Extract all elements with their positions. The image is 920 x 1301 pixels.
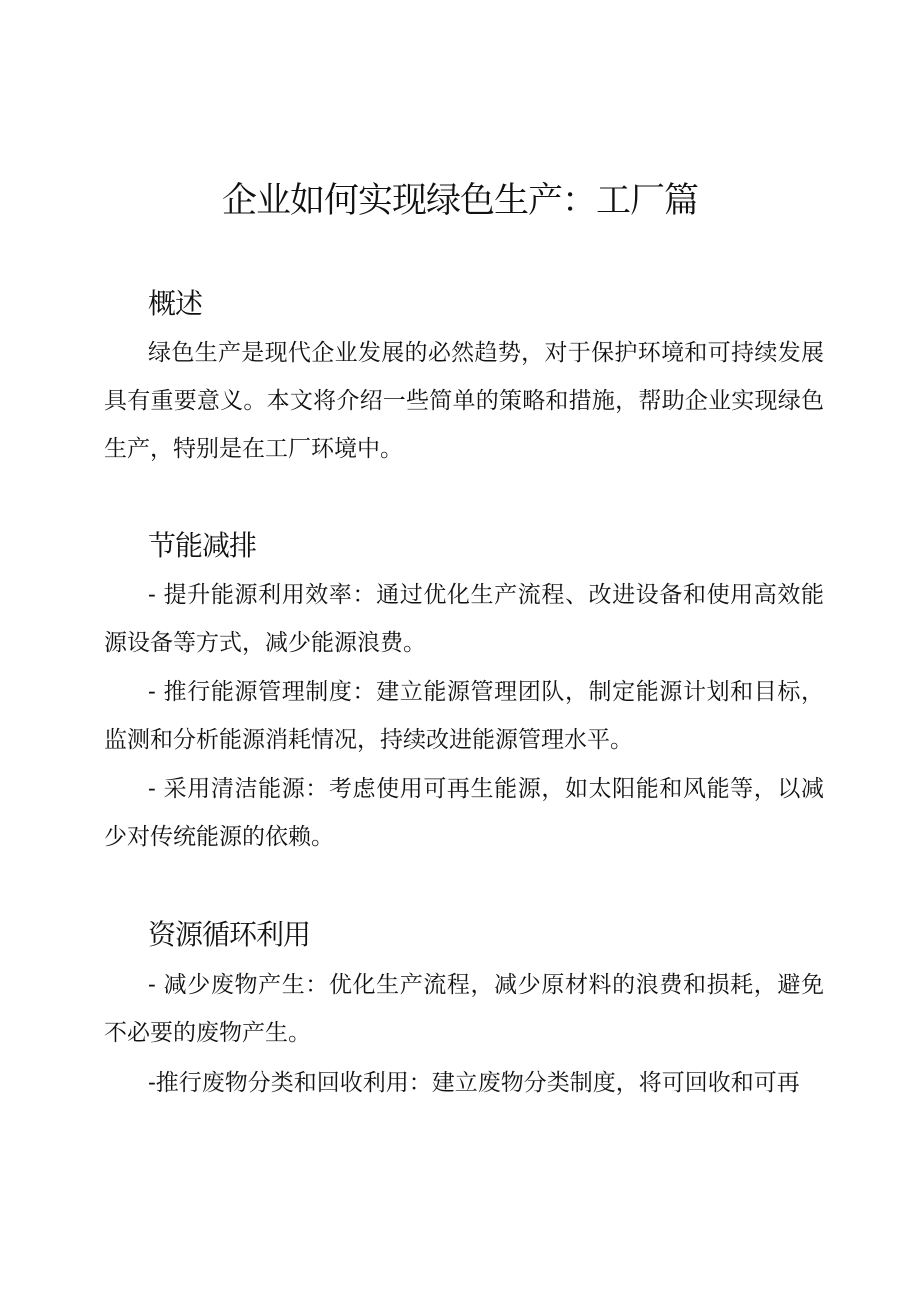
page-title: 企业如何实现绿色生产：工厂篇 <box>221 181 698 221</box>
list-item: - 采用清洁能源：考虑使用可再生能源，如太阳能和风能等，以减少对传统能源的依赖。 <box>104 776 824 850</box>
list-item: - 提升能源利用效率：通过优化生产流程、改进设备和使用高效能源设备等方式，减少能源浪费。 <box>104 582 824 656</box>
list-item: -推行废物分类和回收利用：建立废物分类制度，将可回收和可再 <box>148 1070 800 1096</box>
list-item: - 减少废物产生：优化生产流程，减少原材料的浪费和损耗，避免不必要的废物产生。 <box>104 972 824 1046</box>
list-item: - 推行能源管理制度：建立能源管理团队，制定能源计划和目标，监测和分析能源消耗情况，持续改进能源管理水平。 <box>104 679 824 753</box>
section-heading-overview: 概述 <box>148 287 203 320</box>
section-heading-resource-recycling: 资源循环利用 <box>148 918 311 951</box>
paragraph: 绿色生产是现代企业发展的必然趋势，对于保护环境和可持续发展具有重要意义。本文将介绍一些简单的策略和措施，帮助企业实现绿色生产，特别是在工厂环境中。 <box>104 340 824 462</box>
section-heading-energy-saving: 节能减排 <box>148 529 257 562</box>
